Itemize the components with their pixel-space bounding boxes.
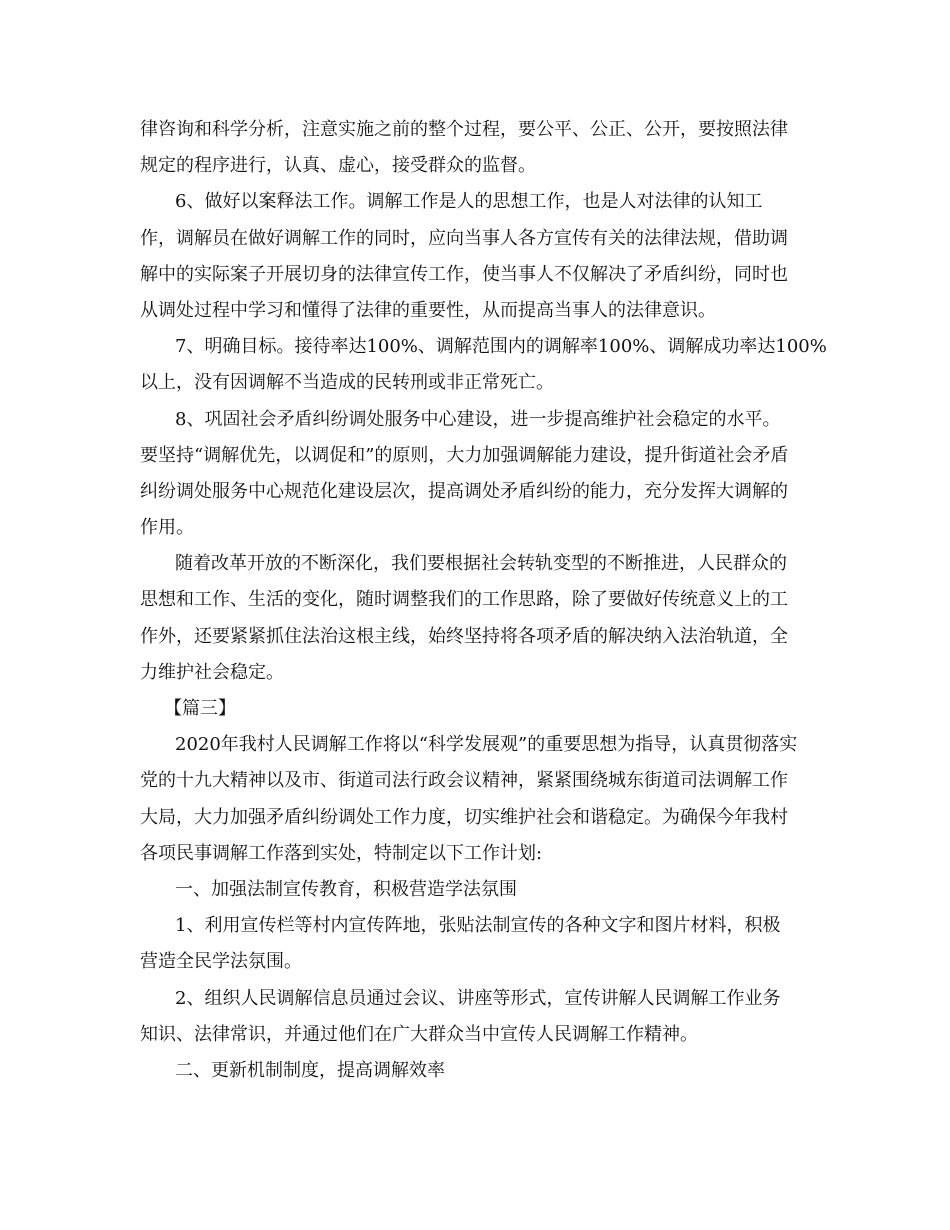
paragraph-6-start: 6、做好以案释法工作。调解工作是人的思想工作，也是人对法律的认知工	[175, 191, 763, 213]
item-2-start: 2、组织人民调解信息员通过会议、讲座等形式，宣传讲解人民调解工作业务	[175, 987, 781, 1009]
text-line: 思想和工作、生活的变化，随时调整我们的工作思路，除了要做好传统意义上的工	[140, 589, 788, 611]
text-line: 营造全民学法氛围。	[140, 951, 302, 973]
text-line: 纠纷调处服务中心规范化建设层次，提高调处矛盾纠纷的能力，充分发挥大调解的	[140, 480, 788, 502]
text-line: 律咨询和科学分析，注意实施之前的整个过程，要公平、公正、公开，要按照法律	[140, 119, 788, 140]
paragraph-8-start: 8、巩固社会矛盾纠纷调处服务中心建设，进一步提高维护社会稳定的水平。	[175, 408, 781, 430]
text-line: 规定的程序进行，认真、虚心，接受群众的监督。	[140, 155, 536, 177]
document-body	[140, 112, 827, 1089]
text-line: 解中的实际案子开展切身的法律宣传工作，使当事人不仅解决了矛盾纠纷，同时也	[140, 263, 788, 285]
text-line: 各项民事调解工作落到实处，特制定以下工作计划:	[140, 842, 543, 864]
text-line: 作，调解员在做好调解工作的同时，应向当事人各方宣传有关的法律法规，借助调	[140, 227, 788, 249]
text-line: 作外，还要紧紧抓住法治这根主线，始终坚持将各项矛盾的解决纳入法治轨道，全	[140, 625, 788, 647]
text-line: 作用。	[140, 517, 194, 539]
text-line: 从调处过程中学习和懂得了法律的重要性，从而提高当事人的法律意识。	[140, 299, 716, 321]
subheading-one: 一、加强法制宣传教育，积极营造学法氛围	[175, 878, 517, 900]
paragraph-7-start: 7、明确目标。接待率达100%、调解范围内的调解率100%、调解成功率达100%	[175, 336, 827, 358]
text-line: 力维护社会稳定。	[140, 661, 284, 683]
section-heading: 【篇三】	[164, 698, 236, 719]
item-1-start: 1、利用宣传栏等村内宣传阵地，张贴法制宣传的各种文字和图片材料，积极	[175, 915, 781, 937]
text-line: 以上，没有因调解不当造成的民转刑或非正常死亡。	[140, 372, 554, 394]
text-line: 知识、法律常识，并通过他们在广大群众当中宣传人民调解工作精神。	[140, 1023, 698, 1045]
paragraph-intro-start: 2020年我村人民调解工作将以“科学发展观”的重要思想为指导，认真贯彻落实	[175, 734, 798, 756]
text-line: 大局，大力加强矛盾纠纷调处工作力度，切实维护社会和谐稳定。为确保今年我村	[140, 806, 788, 828]
text-line: 要坚持“调解优先，以调促和”的原则，大力加强调解能力建设，提升街道社会矛盾	[140, 444, 789, 466]
subheading-two: 二、更新机制制度，提高调解效率	[175, 1059, 445, 1081]
paragraph-closing-start: 随着改革开放的不断深化，我们要根据社会转轨变型的不断推进，人民群众的	[175, 553, 787, 575]
text-line: 党的十九大精神以及市、街道司法行政会议精神，紧紧围绕城东街道司法调解工作	[140, 770, 788, 792]
